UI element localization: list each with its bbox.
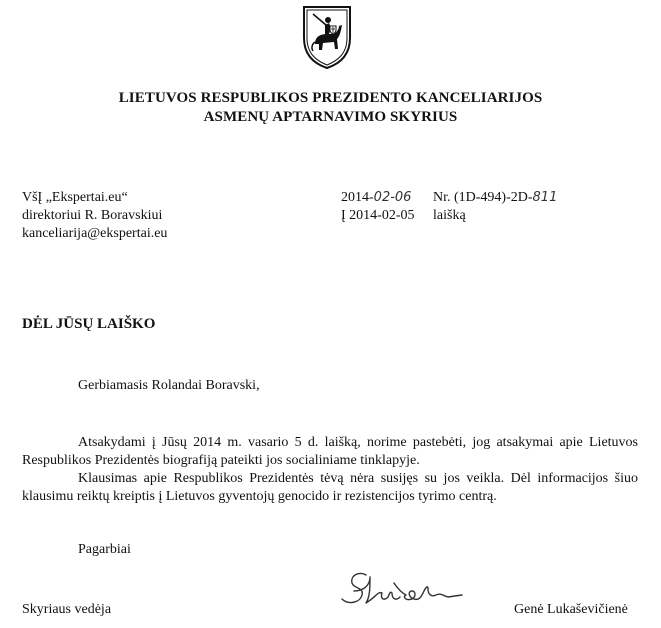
org-title-line2: ASMENŲ APTARNAVIMO SKYRIUS [203, 109, 458, 125]
letter-body [22, 434, 638, 506]
recipient-email: kanceliarija@ekspertai.eu [22, 226, 168, 241]
number-handwritten: 811 [532, 190, 558, 205]
letter-date [341, 189, 411, 207]
letter-number [433, 189, 557, 207]
body-paragraph-2: Klausimas apie Respublikos Prezidentės tėvą nėra susijęs su jos veikla. Dėl informacijos šiuo klausimu reiktų kreiptis į Lietuvos gyventojų genocido ir rezistencijos tyrimo centrą. [22, 471, 638, 504]
date-handwritten: 02-06 [373, 190, 412, 205]
org-title-line1: LIETUVOS RESPUBLIKOS PREZIDENTO KANCELIARIJOS [118, 90, 543, 106]
number-label: Nr. (1D-494)-2D- [433, 190, 533, 205]
coat-of-arms-icon [301, 4, 353, 70]
body-paragraph-1: Atsakydami į Jūsų 2014 m. vasario 5 d. laišką, norime pastebėti, jog atsakymai apie Lietuvos Respublikos Prezidentės biografiją pateikti jos socialiniame tinklapyje. [22, 435, 638, 468]
handwritten-signature [336, 565, 471, 613]
salutation: Gerbiamasis Rolandai Boravski, [78, 378, 260, 393]
reply-date: 2014-02-05 [349, 208, 415, 223]
closing: Pagarbiai [78, 542, 131, 557]
signer-name: Genė Lukaševičienė [514, 602, 628, 617]
subject: DĖL JŪSŲ LAIŠKO [22, 316, 156, 332]
reply-prefix: Į [341, 208, 346, 223]
reply-reference [341, 207, 415, 225]
date-printed: 2014- [341, 190, 374, 205]
recipient-line2: direktoriui R. Boravskiui [22, 208, 163, 223]
signer-role: Skyriaus vedėja [22, 602, 112, 617]
reply-word: laišką [433, 208, 466, 223]
recipient-line1: VšĮ „Ekspertai.eu“ [22, 190, 128, 205]
